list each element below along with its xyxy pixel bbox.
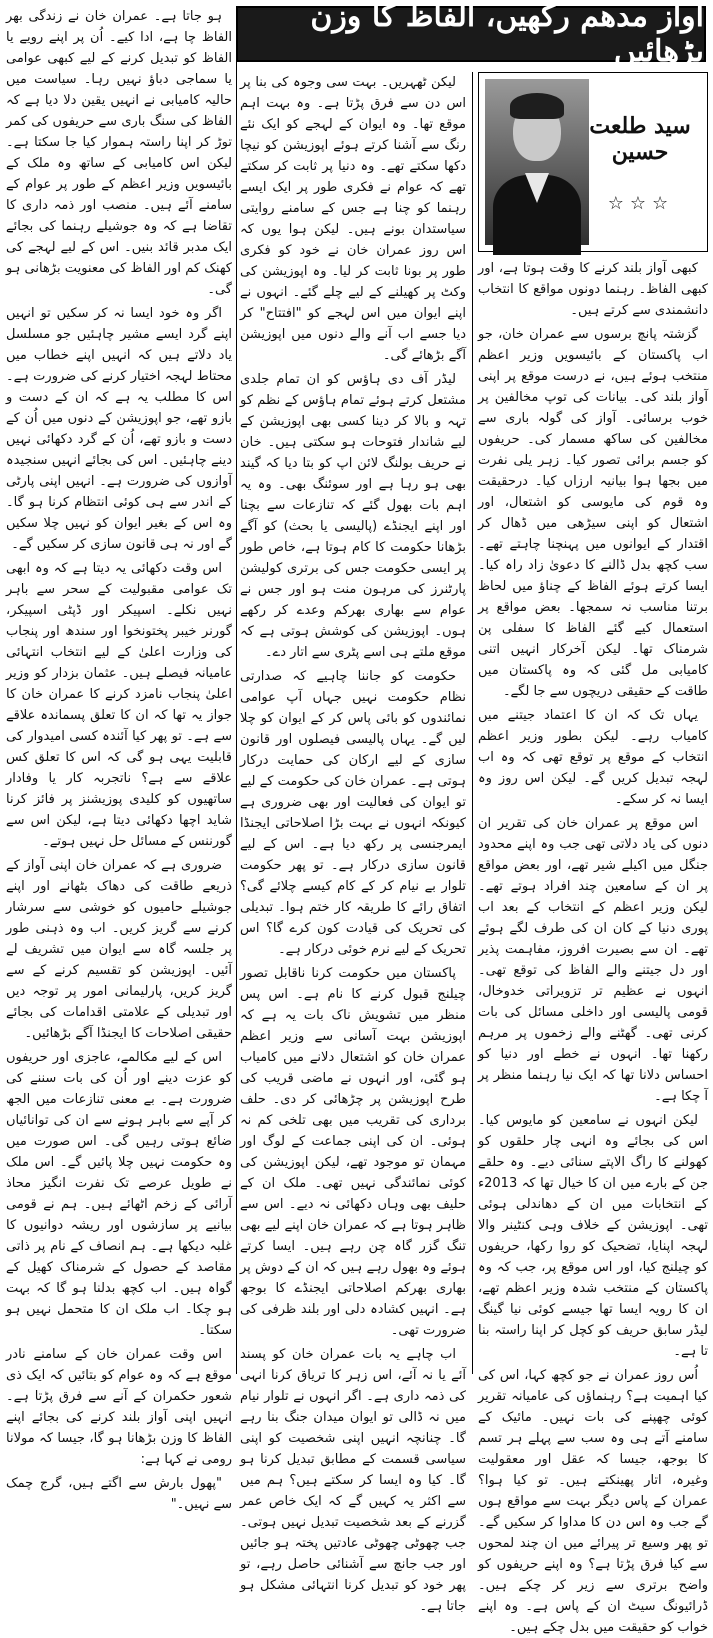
paragraph: یہاں تک کہ ان کا اعتماد جیتنے میں کامیاب رہے۔ لیکن بطور وزیر اعظم انتخاب کے موقع پر توقع تھی کہ وہ اب لہجہ تبدیل کریں گے۔ لیکن اس روز وہ ایسا نہ کر سکے۔: [478, 708, 708, 807]
paragraph: اس کے لیے مکالمے، عاجزی اور حریفوں کو عزت دینے اور اُن کی بات سننے کی ضرورت ہے۔ بے معنی تنازعات میں الجھ کر آپے سے باہر ہونے سے ان کی توانائیاں ضائع ہوتی رہیں گی۔ اس صورت میں وہ حکومت نہیں چلا پائیں گے۔ اس ملک نے طویل عرصے تک نفرت انگیز محاذ آرائی کے زخم اٹھائے ہیں۔ ہم نے قومی بیانیے پر سازشوں اور ریشہ دوانیوں کا غلبہ دیکھا ہے۔ ہم انصاف کے نام پر ذاتی مقاصد کے حصول کے شرمناک کھیل کے گواہ ہیں۔ اب کچھ بدلنا ہو گا کہ بہت ہو چکا۔ اب ملک ان کا متحمل نہیں ہو سکتا۔: [6, 1050, 232, 1338]
paragraph: اس وقت عمران خان کے سامنے نادر موقع ہے کہ وہ عوام کو بتائیں کہ ایک ذی شعور حکمران کے آنے سے فرق پڑتا ہے۔ انہیں اپنی آواز بلند کرنے کی بجائے اپنے الفاظ کا وزن بڑھانا ہو گا، جیسا کہ مولانا رومی نے کہا ہے:: [6, 1347, 232, 1467]
paragraph: اس موقع پر عمران خان کی تقریر ان دنوں کی یاد دلاتی تھی جب وہ اپنے محدود جنگل میں اکیلے شیر تھے، اور بعض مواقع پر ان کے سامعین چند افراد ہوتے تھے۔ لیکن وزیر اعظم کے انتخاب کے بعد اب پوری دنیا کے کان ان کی طرف لگے ہوئے تھے۔ ان سے بصیرت افروز، مفاہمت پذیر اور دل جیتنے والے الفاظ کی توقع تھی۔ انہوں نے عظیم تر تزویراتی خدوخال، قومی پالیسی اور داخلی مسائل کی بات کرنی تھی۔ گھٹنے والے زخموں پر مرہم رکھنا تھا۔ انہوں نے خطے اور دنیا کو احساس دلانا تھا کہ ایک نیا رہنما منظر پر آ چکا ہے۔: [478, 816, 708, 1104]
closing-quote: "پھول بارش سے اگتے ہیں، گرج چمک سے نہیں۔": [6, 1476, 232, 1512]
paragraph: لیکن ٹھہریں۔ بہت سی وجوہ کی بنا پر اس دن سے فرق پڑتا ہے۔ وہ بہت اہم موقع تھا۔ وہ ایوان کے لہجے کو ایک نئے رنگ سے آشنا کرتے ہوئے اپوزیشن کو نیچا دکھا سکتے تھے۔ وہ دنیا پر ثابت کر سکتے تھے کہ عوام نے فکری طور پر ایک ایسے رہنما کو چنا ہے جس کے سامنے روایتی سیاستدان بونے ہیں۔ لیکن ہوا یوں کہ اس روز عمران خان نے خود کو فکری طور پر بونا ثابت کر لیا۔ وہ اپوزیشن کی وکٹ پر کھیلنے کے لیے چلے گئے۔ انہوں نے اپنے ایوان میں اس لہجے کو "افتتاح" کر دیا جسے اب آنے والے دنوں میں اپوزیشن آگے بڑھائے گی۔: [240, 75, 466, 363]
author-photo: [485, 79, 589, 245]
paragraph: حکومت کو جاننا چاہیے کہ صدارتی نظام حکومت نہیں جہاں آپ عوامی نمائندوں کو بائی پاس کر کے ایوان کو چلا لیں گے۔ یہاں پالیسی فیصلوں اور قانون سازی کے لیے ارکان کی حمایت درکار ہوتی ہے۔ عمران خان کی حکومت کے لیے تو ایوان کی فعالیت اور بھی ضروری ہے کیونکہ انہوں نے بہت بڑا اصلاحاتی ایجنڈا ایمرجنسی پر رکھ دیا ہے۔ اس کے لیے قانون سازی درکار ہے۔ تو پھر حکومت تلوار بے نیام کر کے کام کیسے چلائے گی؟ اتفاق رائے کا طریقہ کار ختم ہوا۔ تبدیلی کی تحریک کی قیادت کون کرے گا؟ اس تحریک کے لیے نرم خوئی درکار ہے۔: [240, 669, 466, 957]
photo-hair-shape: [510, 93, 564, 119]
byline-box: [478, 72, 708, 252]
column-divider: [236, 6, 237, 1374]
paragraph: لیکن انہوں نے سامعین کو مایوس کیا۔ اس کی بجائے وہ انہی چار حلقوں کو کھولنے کا راگ الاپتے سنائی دیے۔ وہ حلقے جن کے بارے میں ان کا خیال تھا کہ 2013ء کے انتخابات میں ان کے دھاندلی ہوئی تھی۔ اپوزیشن کے خلاف وہی کنٹینر والا لہجہ اپنایا، تضحیک کو روا رکھا، حریفوں کو چیلنج کیا، اور اس موقع پر، جب کہ وہ پاکستان کے منتخب شدہ وزیر اعظم تھے، ان کا رویہ ایسا تھا جیسے کوئی نیا گینگ لیڈر سابق حریف کو کچل کر اپنا راستہ بنا تا ہے۔: [478, 1113, 708, 1359]
paragraph: اُس روز عمران نے جو کچھ کہا، اس کی کیا اہمیت ہے؟ رہنماؤں کی عامیانہ تقریر کوئی چھپنے کی بات نہیں۔ مائیک کے سامنے آتے ہی وہ سب سے پہلے ہر تسم کا بوجھ، جیسا کہ عقل اور معقولیت وغیرہ، اتار پھینکتے ہیں۔ تو کیا ہوا؟ عمران کے پاس دیگر بہت سے مواقع ہوں گے جب وہ اس دن کا مداوا کر سکیں گے۔ تو پھر وسیع تر پیرائے میں ان چند لمحوں سے کیا فرق پڑتا ہے؟ وہ اپنے حریفوں کو واضح برتری سے زیر کر چکے ہیں۔ ڈرائیونگ سیٹ ان کے پاس ہے۔ وہ اپنے خواب کو حقیقت میں بدل چکے ہیں۔: [478, 1368, 708, 1635]
column-divider: [472, 72, 473, 1374]
paragraph: پاکستان میں حکومت کرنا ناقابل تصور چیلنج قبول کرنے کا نام ہے۔ اس پس منظر میں تشویش ناک بات یہ ہے کہ اپوزیشن بہت آسانی سے وزیر اعظم عمران خان کو اشتعال دلانے میں کامیاب ہو گئی، اور انہوں نے ماضی قریب کی طرح اپوزیشن پر چڑھائی کر دی۔ حلف برداری کی تقریب میں بھی تلخی کم نہ ہوئی۔ ان کی اپنی جماعت کے لوگ اور مہمان تو موجود تھے، لیکن اپوزیشن کی کوئی نمائندگی نہیں تھی۔ ملک ان کے حلیف بھی وہاں دکھائی نہ دیے۔ اس سے ظاہر ہوتا ہے کہ عمران خان اپنے لیے بھی تنگ گزر گاہ چن رہے ہیں۔ ایسا کرتے ہوئے وہ بھول رہے ہیں کہ ان کے دوش پر بھاری بھرکم اصلاحاتی ایجنڈے کا بوجھ ہے۔ انہیں کشادہ دلی اور بلند ظرفی کی ضرورت تھی۔: [240, 966, 466, 1338]
column-left: [6, 6, 232, 1512]
column-middle: [240, 72, 466, 1614]
paragraph: اس وقت دکھائی یہ دیتا ہے کہ وہ ابھی تک عوامی مقبولیت کے سحر سے باہر نہیں نکلے۔ اسپیکر اور ڈپٹی اسپیکر، گورنر خیبر پختونخوا اور سندھ اور پنجاب کی وزارت اعلیٰ کے لیے انتخاب انتہائی عامیانہ فیصلے ہیں۔ عثمان بزدار کو وزیر اعلیٰ پنجاب نامزد کرنے کا عمران خان کا جواز یہ تھا کہ ان کا تعلق پسماندہ علاقے سے ہے۔ تو پھر کیا آئندہ کسی امیدوار کی قابلیت یہی ہو گی کہ اس کا تعلق کس علاقے سے ہے؟ ناتجربہ کار یا وفادار ساتھیوں کو کلیدی پوزیشنز پر فائز کرنا شاید اچھا دکھائی دیتا ہے، لیکن اس سے گورننس کے مسائل حل نہیں ہوتے۔: [6, 561, 232, 849]
paragraph: اگر وہ خود ایسا نہ کر سکیں تو انہیں اپنے گرد ایسے مشیر چاہئیں جو مسلسل یاد دلاتے ہیں کہ انہیں اپنے خطاب میں محتاط لہجہ اختیار کرنے کی ضرورت ہے۔ اس کا مطلب یہ ہے کہ ان کے دست و بازو تھے، جو اپوزیشن کے دنوں میں اُن کے دست و بازو تھے، اُن کے گرد دکھائی نہیں دینے چاہئیں۔ اس کی بجائے انہیں سنجیدہ آوازوں کی ضرورت ہے۔ انہیں اپنی پارٹی کے اندر سے ہی کوئی انتظام کرنا ہو گا۔ وہ اس کے بغیر ایوان کو نہیں چلا سکیں گے اور نہ ہی قانون سازی کر سکیں گے۔: [6, 306, 232, 552]
paragraph: ضروری ہے کہ عمران خان اپنی آواز کے ذریعے طاقت کی دھاک بٹھانے اور اپنے جوشیلے حامیوں کو خوشی سے سرشار کرنے سے گریز کریں۔ اب وہ ذہنی طور پر جلسہ گاہ سے ایوان میں تشریف لے آئیں۔ اپوزیشن کو تقسیم کرنے کے سے گریز کریں، پارلیمانی امور پر توجہ دیں اور تبدیلی کے علامتی اقدامات کی بجائے حقیقی اصلاحات کا ایجنڈا آگے بڑھائیں۔: [6, 858, 232, 1041]
paragraph: اب چاہے یہ بات عمران خان کو پسند آئے یا نہ آئے، اس زہر کا تریاق کرنا انہی کی ذمہ داری ہے۔ اگر انہوں نے تلوار نیام میں نہ ڈالی تو ایوان میدان جنگ بنا رہے گا۔ چنانچہ انہیں اپنی شخصیت کو اپنی سیاسی قسمت کے مطابق تبدیل کرنا ہو گا۔ کیا وہ ایسا کر سکتے ہیں؟ ہم میں سے اکثر یہ کہیں گے کہ ایک خاص عمر گزرنے کے بعد شخصیت تبدیل نہیں ہوتی۔ جب چھوٹی چھوٹی عادتیں پختہ ہو جائیں اور جب جانچ سے آشنائی حاصل رہے، تو پھر خود کو تبدیل کرنا انتہائی مشکل ہو جاتا ہے۔: [240, 1347, 466, 1614]
stars-icon: ☆☆☆: [607, 193, 675, 214]
paragraph: کبھی آواز بلند کرنے کا وقت ہوتا ہے، اور کبھی الفاظ۔ رہنما دونوں مواقع کا انتخاب دانشمندی سے کرتے ہیں۔: [478, 261, 708, 318]
paragraph: ہو جاتا ہے۔ عمران خان نے زندگی بھر الفاظ چا ہے، ادا کیے۔ اُن پر اپنے رویے یا الفاظ کو تبدیل کرنے کے لیے کبھی عوامی یا سماجی دباؤ نہیں رہا۔ سیاست میں حالیہ کامیابی نے انہیں یقین دلا دیا ہے کہ الفاظ کی سنگ باری سے حریفوں کی کمر توڑ کر اپنا راستہ ہموار کیا جا سکتا ہے۔ لیکن اس کامیابی کے ساتھ وہ ملک کے بائیسویں وزیر اعظم کے طور پر عوام کے سامنے آئے ہیں۔ منصب اور ذمہ داری کا تقاضا ہے کہ وہ جوشیلے رہنما کی بجائے ایک مدبر قائد بنیں۔ اس کے لیے لہجے کی کھنک کم اور الفاظ کی معنویت بڑھانی ہو گی۔: [6, 9, 232, 297]
paragraph: لیڈر آف دی ہاؤس کو ان تمام جلدی مشتعل کرتے ہوئے تمام ہاؤس کے نظم کو تہہ و بالا کر دینا کسی بھی اپوزیشن کے لیے شاندار فتوحات ہو سکتی ہیں۔ خان نے حریف بولنگ لائن اپ کو بتا دیا کہ گیند بھی ہو رہا ہے اور سوئنگ بھی۔ وہ یہ اہم بات بھول گئے کہ تنازعات سے بچنا اور اپنے ایجنڈے (پالیسی یا بحث) کو آگے بڑھانا حکومت کا کام ہوتا ہے، خاص طور پر ایسی حکومت جس کی برتری کولیشن پارٹنرز کی مرہون منت ہو اور جس نے عوام سے بھاری بھرکم وعدے کر رکھے ہوں۔ اپوزیشن کی کوشش ہوتی ہے کہ موقع ملتے ہی اسے پٹری سے اتار دے۔: [240, 372, 466, 660]
column-right: [478, 258, 708, 1635]
headline: آواز مدھم رکھیں، الفاظ کا وزن بڑھائیں: [236, 6, 706, 62]
author-name: سید طلعت حسین: [589, 113, 691, 165]
paragraph: گزشتہ پانچ برسوں سے عمران خان، جو اب پاکستان کے بائیسویں وزیر اعظم منتخب ہوئے ہیں، نے درست موقع پر اپنی آواز بلند کی۔ بیانات کی توپ مخالفین پر خوب برسائی۔ آواز کی گولہ باری سے مخالفین کی ساکھ مسمار کی۔ حریفوں کو جسم برائی تصور کیا۔ زہر یلی نفرت میں بجھا ہوا بیانیہ ارزاں کیا۔ درحقیقت وہ قوم کی مایوسی کو اشتعال، اور اشتعال کو اپنی سیڑھی میں ڈھال کر اقتدار کے ایوانوں میں پہنچنا چاہتے تھے۔ سب کچھ بدل ڈالنے کا دعویٰ زاد راہ کیا۔ ایسا کرتے ہوئے الفاظ کے چناؤ میں لحاظ برتنا مناسب نہ سمجھا۔ بعض مواقع پر استعمال کیے گئے الفاظ کا سفلی پن شرمناک تھا۔ لیکن آخرکار انہیں اتنی کامیابی مل گئی کہ وہ پاکستان میں طاقت کے حقیقی دریچوں سے جا لگے۔: [478, 327, 708, 699]
